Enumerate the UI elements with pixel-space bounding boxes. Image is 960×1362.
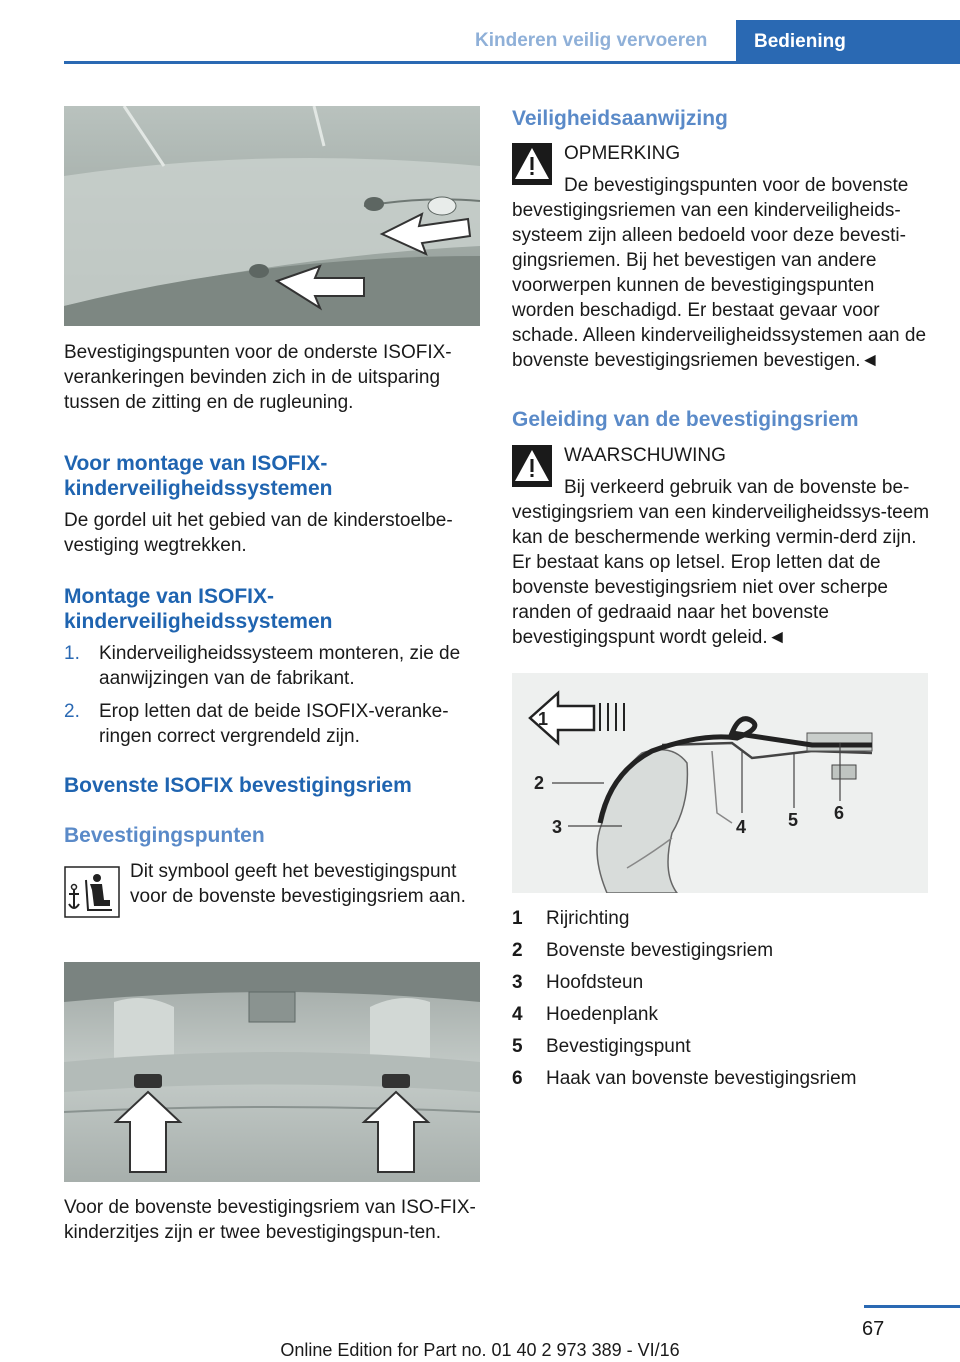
caption-top-anchors: Voor de bovenste bevestigingsriem van ISO-FIX-kinderzitjes zijn er twee bevestigingspun-ten.	[64, 1197, 476, 1243]
diagram-number-5: 5	[788, 810, 799, 830]
note-label: OPMERKING	[564, 143, 681, 164]
heading-montage: Montage van ISOFIX-kinderveiligheidssystemen	[64, 585, 333, 633]
warning-text: Bij verkeerd gebruik van de bovenste be-vestigingsriem van een kinderveiligheidssys-teem kan de beschermende werking vermin-derd zijn. Er bestaat kans op letsel. Erop letten dat de bovenste bevestigingsriem niet over scherpe randen of gedraaid naar het bovenste bevestigingspunt wordt geleid.◄	[512, 477, 930, 648]
legend-number: 6	[512, 1068, 523, 1089]
legend-text: Rijrichting	[546, 908, 630, 929]
isofix-top-anchor-photo	[64, 962, 480, 1182]
page-number: 67	[862, 1318, 885, 1340]
diagram-number-1: 1	[538, 709, 549, 729]
legend-number: 1	[512, 908, 523, 929]
legend-text: Bovenste bevestigingsriem	[546, 940, 774, 961]
legend-number: 5	[512, 1036, 523, 1057]
heading-veiligheidsaanwijzing: Veiligheidsaanwijzing	[512, 107, 728, 130]
list-text: Kinderveiligheidssysteem monteren, zie de aanwijzingen van de fabrikant.	[99, 643, 461, 689]
list-number: 2.	[64, 701, 80, 722]
legend-number: 3	[512, 972, 523, 993]
heading-voor-montage: Voor montage van ISOFIX-kinderveiligheidssystemen	[64, 452, 333, 500]
diagram-number-4: 4	[736, 817, 747, 837]
legend-text: Haak van bovenste bevestigingsriem	[546, 1068, 857, 1089]
tether-routing-diagram	[512, 673, 928, 893]
header-section-title: Kinderen veilig vervoeren	[475, 30, 708, 51]
legend-number: 4	[512, 1004, 523, 1025]
header-chapter-tab: Bediening	[736, 20, 960, 64]
symbol-description: Dit symbool geeft het bevestigingspunt voor de bovenste bevestigingsriem aan.	[130, 861, 466, 907]
legend-text: Bevestigingspunt	[546, 1036, 691, 1057]
isofix-lower-anchor-photo	[64, 106, 480, 326]
heading-geleiding: Geleiding van de bevestigingsriem	[512, 408, 859, 431]
text-voor-montage: De gordel uit het gebied van de kinderstoelbe-vestiging wegtrekken.	[64, 510, 453, 556]
diagram-number-6: 6	[834, 803, 845, 823]
legend-text: Hoofdsteun	[546, 972, 644, 993]
list-text: Erop letten dat de beide ISOFIX-veranke-ringen correct vergrendeld zijn.	[99, 701, 449, 747]
footer-edition: Online Edition for Part no. 01 40 2 973 389 - VI/16	[280, 1340, 680, 1360]
footer-rule	[864, 1305, 960, 1308]
warning-label: WAARSCHUWING	[564, 445, 726, 466]
list-number: 1.	[64, 643, 80, 664]
diagram-number-2: 2	[534, 773, 545, 793]
legend-number: 2	[512, 940, 523, 961]
header-rule	[64, 61, 736, 64]
heading-bevestigingspunten: Bevestigingspunten	[64, 824, 265, 847]
page-header	[0, 0, 960, 64]
legend-text: Hoedenplank	[546, 1004, 658, 1025]
note-text: De bevestigingspunten voor de bovenste bevestigingsriemen van een kinderveiligheids-systeem zijn alleen bedoeld voor deze bevesti-gingsriemen. Bij het bevestigen van andere voorwerpen kunnen de bevestigingspunten worden beschadigd. Er bestaat gevaar voor schade. Alleen kinderveiligheidssystemen aan de bovenste bevestigingsriemen bevestigen.◄	[512, 175, 927, 371]
caption-lower-anchors: Bevestigingspunten voor de onderste ISOFIX-verankeringen bevinden zich in de uitsparing tussen de zitting en de rugleuning.	[64, 342, 452, 413]
child-seat-anchor-icon	[64, 866, 120, 918]
diagram-number-3: 3	[552, 817, 563, 837]
heading-bovenste-isofix: Bovenste ISOFIX bevestigingsriem	[64, 774, 412, 797]
